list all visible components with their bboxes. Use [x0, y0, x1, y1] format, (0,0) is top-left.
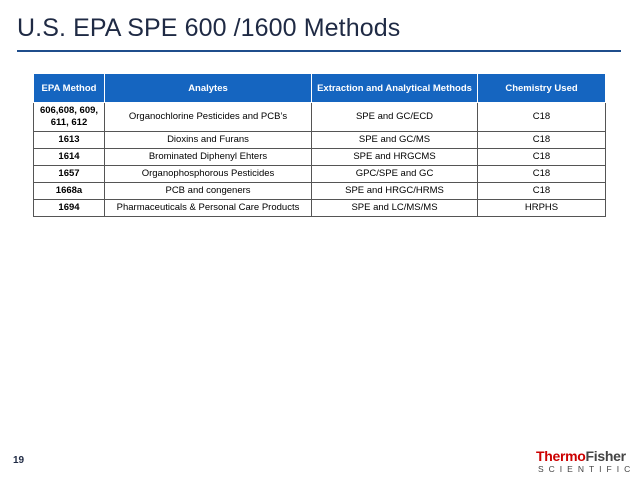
table-row [34, 132, 606, 149]
cell-chemistry: HRPHS [478, 200, 606, 217]
cell-chemistry: C18 [478, 149, 606, 166]
cell-method: 1614 [34, 149, 105, 166]
table-row [34, 149, 606, 166]
page-number: 19 [13, 455, 25, 466]
cell-method: 1657 [34, 166, 105, 183]
slide-title: U.S. EPA SPE 600 /1600 Methods [17, 14, 401, 42]
logo-scientific: SCIENTIFIC [538, 464, 636, 474]
title-divider [17, 50, 621, 52]
cell-extraction: SPE and HRGC/HRMS [312, 183, 478, 200]
cell-analytes: Pharmaceuticals & Personal Care Products [105, 200, 312, 217]
cell-analytes: Brominated Diphenyl Ehters [105, 149, 312, 166]
table-row [34, 183, 606, 200]
logo-word-thermo: Thermo [536, 448, 586, 464]
cell-method: 1694 [34, 200, 105, 217]
cell-method: 606,608, 609, 611, 612 [34, 103, 105, 132]
cell-method: 1613 [34, 132, 105, 149]
cell-analytes: Dioxins and Furans [105, 132, 312, 149]
table-row [34, 103, 606, 132]
cell-analytes: Organochlorine Pesticides and PCB’s [105, 103, 312, 132]
cell-extraction: GPC/SPE and GC [312, 166, 478, 183]
header-epa-method: EPA Method [34, 74, 105, 103]
header-extraction-methods: Extraction and Analytical Methods [312, 74, 478, 103]
cell-extraction: SPE and GC/ECD [312, 103, 478, 132]
cell-chemistry: C18 [478, 103, 606, 132]
table-row [34, 200, 606, 217]
logo-word-fisher: Fisher [585, 448, 626, 464]
cell-chemistry: C18 [478, 183, 606, 200]
cell-extraction: SPE and HRGCMS [312, 149, 478, 166]
header-analytes: Analytes [105, 74, 312, 103]
cell-method: 1668a [34, 183, 105, 200]
epa-methods-table [33, 73, 606, 217]
cell-analytes: PCB and congeners [105, 183, 312, 200]
cell-extraction: SPE and GC/MS [312, 132, 478, 149]
table-row [34, 166, 606, 183]
cell-chemistry: C18 [478, 166, 606, 183]
cell-extraction: SPE and LC/MS/MS [312, 200, 478, 217]
cell-analytes: Organophosphorous Pesticides [105, 166, 312, 183]
table-header-row [34, 74, 606, 103]
cell-chemistry: C18 [478, 132, 606, 149]
header-chemistry-used: Chemistry Used [478, 74, 606, 103]
thermo-fisher-logo [516, 448, 636, 474]
